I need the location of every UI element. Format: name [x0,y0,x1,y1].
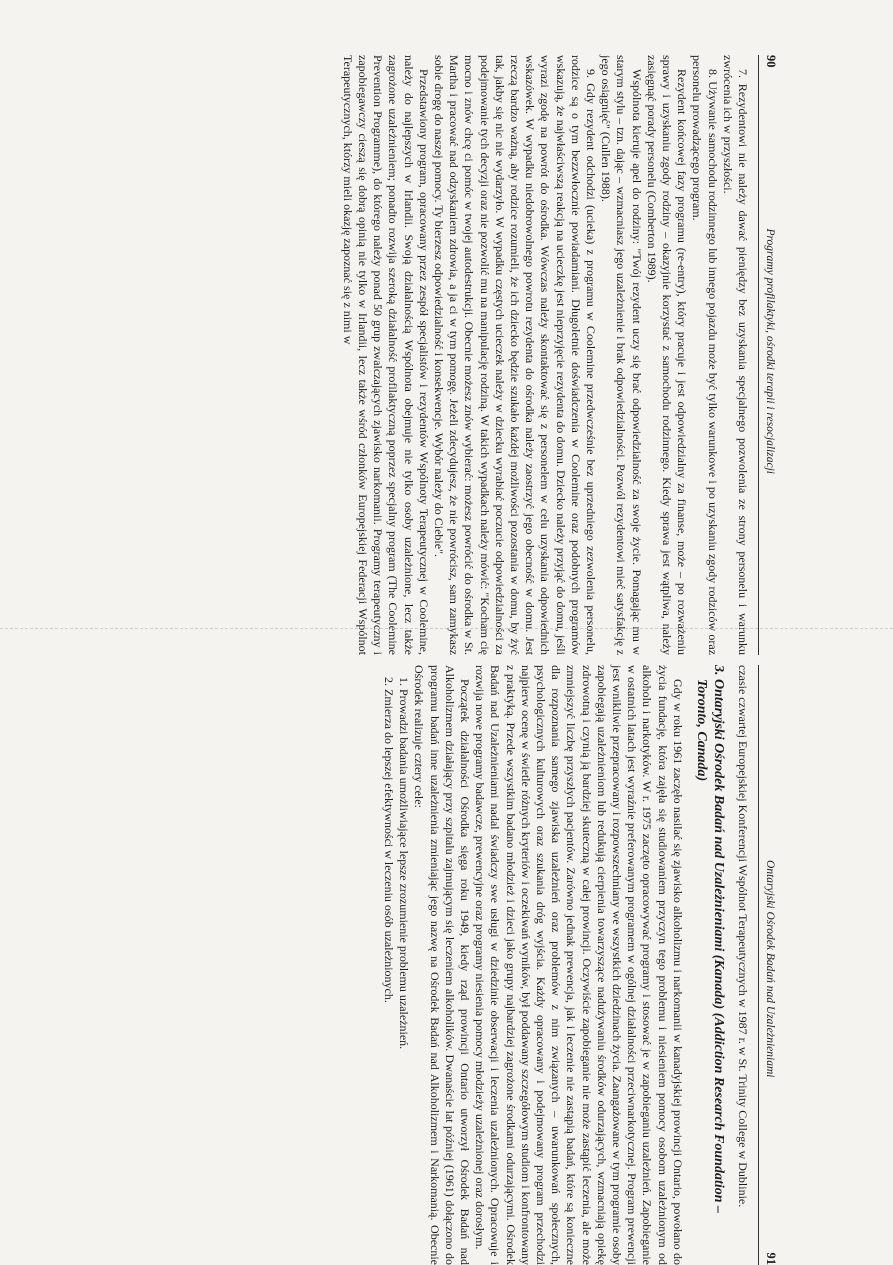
paragraph: Początek działalności Ośrodka sięga roku 1949, kiedy rząd prowincji Ontario utworzył Ośrodek Badań nad Alkoholizmem działający przy szpitalu zajmującym się leczeniem alkoholików. Dwanaście lat później (1961) dołączono do programu badań inne uzależnienia zmieniając jego nazwę na Ośrodek Badań nad Alkoholizmem i Narkomanią. Obecnie Ośrodek realizuje cztery cele: [412,665,472,1265]
left-page [18,55,778,655]
paragraph: Przedstawiony program, opracowany przez zespół specjalistów i rezydentów Wspólnoty Terapeutycznej w Coolemine, należy do najlepszych w Irlandii. Swoją działalnością Wspólnota obejmuje nie tylko osoby uzależnione, lecz także zagrożone uzależnieniem; ponadto rozwija szeroką działalność profilaktyczną poprzez specjalny program (The Coolemine Prevention Programme), do którego należy ponad 50 grup zwalczających zjawisko narkomanii. Programy terapeutyczny i zapobiegawczy cieszą się dobrą opinią nie tylko w Irlandii, lecz także wśród członków Europejskiej Federacji Wspólnot Terapeutycznych, którzy mieli okazję zapoznać się z nimi w [340,55,431,655]
right-page-body [381,665,750,1265]
paragraph: Wspólnota kieruje apel do rodziny: "Twój rezydent uczy się brać odpowiedzialność za swoje życie. Pomagając mu w starym stylu – tzn. dając – wzmacniasz jego uzależnienie i brak odpowiedzialności. Pozwól rezydentowi mieć satysfakcję z jego osiągnięć" (Cullen 1988). [599,55,644,655]
paragraph: czasie czwartej Europejskiej Konferencji Wspólnot Terapeutycznych w 1987 r. w St. Trinity College w Dublinie. [736,665,750,1208]
paragraph: Rezydent końcowej fazy programu (re-entry), który pracuje i jest odpowiedzialny za finanse, może – po rozważeniu sprawy i uzyskaniu zgody rodziny – okazyjnie korzystać z samochodu rodzinnego. Kiedy sprawa jest wątpliwa, należy zasięgnąć porady personelu (Comberton 1989). [644,55,690,655]
right-running-title: Ontaryjski Ośrodek Badań nad Uzależnieniami [764,860,776,1078]
paragraph: 8. Używanie samochodu rodzinnego lub innego pojazdu może być tylko warunkowe i po uzyskaniu zgody rodziców oraz personelu prowadzącego program. [690,55,720,655]
right-running-head [758,665,778,1265]
list-item: 1. Prowadzi badania umożliwiające lepsze zrozumienie problemu uzależnień. [397,677,412,1050]
paragraph: Gdy w roku 1961 zaczęło nasilać się zjawisko alkoholizmu i narkomanii w kanadyjskiej prowincji Ontario, powołano do życia fundację, która zajęła się studiowaniem przyczyn tego problemu i niesieniem pomocy osobom uzależnionym od alkoholu i narkotyków. W r. 1975 zaczęto opracowywać programy i stosować je w zapobieganiu uzależnień. Zapobieganie w ostatnich latach jest wyraźnie preferowanym programem w ogólnej działalności przeciwnarkotycznej. Program prewencji jest wnikliwie przepracowany i rozpowszechniany we wszystkich dziedzinach życia. Zaangażowane w tym programie osoby zapobiegają uzależnieniom lub redukują cierpienia towarzyszące nadużywaniu środków odurzających, wzmacniają opiekę zdrowotną i czynią ją bardziej skuteczną w całej prowincji. Oczywiście zapobieganie nie może zastąpić leczenia, ale może zmniejszyć liczbę przyszłych pacjentów. Zarówno jednak prewencja, jak i leczenie nie zastąpią badań, które są konieczne dla rozpoznania samego zjawiska uzależnień oraz problemów z nim związanych – uwarunkowań społecznych, psychologicznych kulturowych oraz szukania dróg wyjścia. Każdy opracowany i podejmowany program przechodzi najpierw ocenę w świetle różnych kryteriów i oczekiwań wyników, był poddawany szczegółowym studiom i konfrontowany z praktyką. Przede wszystkim badano młodzież i dzieci jako grupy najbardziej zagrożone środkami odurzającymi. Ośrodek Badań nad Uzależnieniami nadal świadczy swe usługi w dziedzinie obserwacji i leczenia uzależnionych. Opracowuje i rozwija nowe programy badawcze, prewencyjne oraz programy niesienia pomocy młodzieży uzależnionej oraz dorosłym. [473,665,685,1265]
left-running-title: Programy profilaktyki, ośrodki terapii i resocjalizacji [764,228,776,474]
left-page-number: 90 [764,55,778,68]
page-fold-line [0,628,893,629]
right-page-number: 91 [764,1252,778,1265]
left-running-head [758,55,778,655]
paragraph: 7. Rezydentowi nie należy dawać pieniędzy bez uzyskania specjalnego pozwolenia ze strony personelu i warunku zwrócenia ich w przyszłości. [720,55,750,655]
left-page-body [340,55,750,655]
list-item: 2. Zmierza do lepszej efektywności w leczeniu osób uzależnionych. [381,677,396,1003]
paragraph: 9. Gdy rezydent odchodzi (ucieka) z programu w Coolemine przedwcześnie bez uprzedniego zezwolenia personelu, rodzice są o tym bezzwłocznie powiadamiani. Długoletnie doświadczenia w Coolemine oraz podobnych programów wskazują, że najwłaściwszą reakcją na ucieczkę jest nieprzyjęcie rezydenta do domu. Dziecko należy przyjąć do domu, jeśli wyrazi zgodę na powrót do ośrodka. Wówczas należy skontaktować się z personelem w celu uzyskania odpowiednich wskazówek. W wypadku niedobrowolnego powrotu rezydenta do ośrodka należy zaostrzyć jego obecność w domu. Jest rzeczą bardzo ważną, aby rodzice rozumieli, że ich dziecko będzie szukało każdej możliwości pozostania w domu, by żyć tak, jakby się nic nie wydarzyło. W wypadku częstych ucieczek należy w dziecku wyrabiać poczucie odpowiedzialności za podejmowanie tych decyzji oraz nie pozwolić mu na manipulację rodziną. W takich wypadkach należy mówić: "Kocham cię mocno i znów chcę ci pomóc w twojej autodestrukcji. Obecnie możesz znów wybierać: możesz powrócić do ośrodka w St. Martha i pracować nad odzyskaniem zdrowia, a ja ci w tym pomogę. Jeżeli zdecydujesz, że nie powrócisz, sam zamykasz sobie drogę do naszej pomocy. Ty bierzesz odpowiedzialność i konsekwencje. Wybór należy do Ciebie". [431,55,598,655]
right-page [18,665,778,1265]
section-heading: 3. Ontaryjski Ośrodek Badań nad Uzależnieniami (Kanada) (Addiction Research Foundation – Toronto, Canada) [693,665,726,1214]
